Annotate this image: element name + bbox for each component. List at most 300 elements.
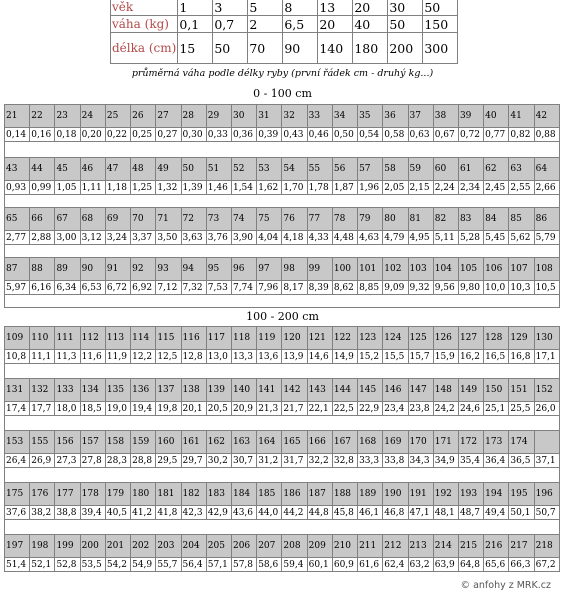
weight-cell: 42,9 <box>206 506 231 520</box>
weight-cell: 5,62 <box>509 231 534 245</box>
length-cell: 143 <box>307 379 332 402</box>
weight-cell: 4,04 <box>257 231 282 245</box>
weight-cell: 6,16 <box>30 281 55 295</box>
length-cell: 24 <box>80 105 105 128</box>
length-cell: 74 <box>231 208 256 231</box>
weight-cell: 0,16 <box>30 128 55 142</box>
weight-cell: 32,2 <box>307 454 332 468</box>
length-row <box>5 431 560 454</box>
length-cell: 179 <box>105 483 130 506</box>
length-cell: 141 <box>257 379 282 402</box>
summary-cell: 30 <box>388 0 423 16</box>
length-cell: 58 <box>383 158 408 181</box>
length-cell: 83 <box>458 208 483 231</box>
weight-cell: 17,4 <box>5 402 30 416</box>
weight-row <box>5 558 560 572</box>
length-cell: 177 <box>55 483 80 506</box>
weight-cell: 0,22 <box>105 128 130 142</box>
length-cell: 33 <box>307 105 332 128</box>
weight-cell: 44,2 <box>282 506 307 520</box>
length-cell: 30 <box>231 105 256 128</box>
weight-cell: 34,9 <box>433 454 458 468</box>
length-cell: 54 <box>282 158 307 181</box>
weight-cell: 30,2 <box>206 454 231 468</box>
weight-cell: 5,45 <box>484 231 509 245</box>
length-cell: 67 <box>55 208 80 231</box>
weight-cell: 62,4 <box>383 558 408 572</box>
length-cell: 36 <box>383 105 408 128</box>
length-cell: 151 <box>509 379 534 402</box>
length-cell: 133 <box>55 379 80 402</box>
weight-cell: 23,4 <box>383 402 408 416</box>
length-cell: 180 <box>131 483 156 506</box>
weight-row <box>5 281 560 295</box>
weight-cell: 3,63 <box>181 231 206 245</box>
length-cell: 53 <box>257 158 282 181</box>
spacer-row <box>5 416 560 431</box>
length-row <box>5 105 560 128</box>
weight-cell: 0,20 <box>80 128 105 142</box>
weight-cell: 65,6 <box>484 558 509 572</box>
length-cell: 165 <box>282 431 307 454</box>
spacer-cell <box>5 416 560 431</box>
length-cell: 87 <box>5 258 30 281</box>
weight-cell: 59,4 <box>282 558 307 572</box>
weight-cell: 0,88 <box>534 128 559 142</box>
length-cell: 132 <box>30 379 55 402</box>
weight-cell: 0,36 <box>231 128 256 142</box>
weight-cell: 8,85 <box>358 281 383 295</box>
weight-cell: 15,2 <box>358 350 383 364</box>
length-cell: 191 <box>408 483 433 506</box>
length-cell: 190 <box>383 483 408 506</box>
weight-cell: 4,63 <box>358 231 383 245</box>
weight-cell: 6,34 <box>55 281 80 295</box>
summary-cell: 8 <box>283 0 318 16</box>
weight-cell: 57,1 <box>206 558 231 572</box>
length-cell: 100 <box>332 258 357 281</box>
summary-row-label: věk <box>111 0 178 16</box>
length-cell: 138 <box>181 379 206 402</box>
length-cell: 48 <box>131 158 156 181</box>
weight-cell: 7,96 <box>257 281 282 295</box>
weight-cell: 4,79 <box>383 231 408 245</box>
length-cell: 162 <box>206 431 231 454</box>
length-cell: 102 <box>383 258 408 281</box>
weight-cell: 11,3 <box>55 350 80 364</box>
length-cell: 66 <box>30 208 55 231</box>
length-cell: 198 <box>30 535 55 558</box>
weight-cell: 28,3 <box>105 454 130 468</box>
weight-cell: 16,2 <box>458 350 483 364</box>
length-row <box>5 258 560 281</box>
length-cell: 150 <box>484 379 509 402</box>
length-cell: 41 <box>509 105 534 128</box>
length-cell: 68 <box>80 208 105 231</box>
length-cell: 26 <box>131 105 156 128</box>
weight-cell: 46,1 <box>358 506 383 520</box>
spacer-cell <box>5 142 560 158</box>
weight-cell: 15,5 <box>383 350 408 364</box>
length-cell: 27 <box>156 105 181 128</box>
weight-cell: 27,3 <box>55 454 80 468</box>
length-cell: 113 <box>105 327 130 350</box>
weight-cell: 36,5 <box>509 454 534 468</box>
length-cell: 215 <box>458 535 483 558</box>
weight-cell: 9,32 <box>408 281 433 295</box>
weight-cell: 0,46 <box>307 128 332 142</box>
length-cell: 31 <box>257 105 282 128</box>
weight-cell: 0,99 <box>30 181 55 195</box>
weight-cell: 13,3 <box>231 350 256 364</box>
length-cell: 130 <box>534 327 559 350</box>
weight-cell: 9,56 <box>433 281 458 295</box>
summary-row <box>111 16 458 33</box>
length-cell: 161 <box>181 431 206 454</box>
weight-cell: 44,0 <box>257 506 282 520</box>
weight-cell: 1,46 <box>206 181 231 195</box>
summary-row-label: délka (cm) <box>111 33 178 64</box>
length-cell: 168 <box>358 431 383 454</box>
length-cell: 97 <box>257 258 282 281</box>
weight-cell: 22,1 <box>307 402 332 416</box>
length-cell: 200 <box>80 535 105 558</box>
weight-cell: 21,7 <box>282 402 307 416</box>
length-cell: 140 <box>231 379 256 402</box>
length-cell: 125 <box>408 327 433 350</box>
weight-cell: 50,7 <box>534 506 559 520</box>
weight-cell: 61,6 <box>358 558 383 572</box>
length-cell: 207 <box>257 535 282 558</box>
length-cell: 214 <box>433 535 458 558</box>
weight-cell: 33,3 <box>358 454 383 468</box>
weight-cell: 0,77 <box>484 128 509 142</box>
length-cell: 129 <box>509 327 534 350</box>
length-cell: 187 <box>307 483 332 506</box>
weight-cell: 37,6 <box>5 506 30 520</box>
length-cell: 90 <box>80 258 105 281</box>
summary-cell: 1 <box>178 0 213 16</box>
weight-cell: 55,7 <box>156 558 181 572</box>
table-caption: průměrná váha podle délky ryby (první řádek cm - druhý kg...) <box>131 68 434 79</box>
length-cell: 85 <box>509 208 534 231</box>
weight-cell: 9,09 <box>383 281 408 295</box>
length-cell: 93 <box>156 258 181 281</box>
length-cell: 114 <box>131 327 156 350</box>
weight-cell: 2,66 <box>534 181 559 195</box>
length-cell: 55 <box>307 158 332 181</box>
weight-cell: 0,54 <box>358 128 383 142</box>
weight-cell: 11,1 <box>30 350 55 364</box>
weight-cell: 47,1 <box>408 506 433 520</box>
length-cell: 106 <box>484 258 509 281</box>
weight-cell: 56,4 <box>181 558 206 572</box>
length-row <box>5 535 560 558</box>
weight-cell: 19,4 <box>131 402 156 416</box>
weight-cell: 0,27 <box>156 128 181 142</box>
length-cell: 65 <box>5 208 30 231</box>
length-cell: 146 <box>383 379 408 402</box>
length-cell: 160 <box>156 431 181 454</box>
length-cell: 216 <box>484 535 509 558</box>
length-cell: 69 <box>105 208 130 231</box>
weight-cell: 2,24 <box>433 181 458 195</box>
weight-cell: 1,70 <box>282 181 307 195</box>
weight-cell: 29,5 <box>156 454 181 468</box>
weight-cell: 16,8 <box>509 350 534 364</box>
summary-cell: 13 <box>318 0 353 16</box>
length-cell: 213 <box>408 535 433 558</box>
weight-cell: 48,7 <box>458 506 483 520</box>
weight-cell: 45,8 <box>332 506 357 520</box>
weight-cell: 12,5 <box>156 350 181 364</box>
weight-cell: 0,43 <box>282 128 307 142</box>
summary-cell: 0,1 <box>178 16 213 33</box>
weight-cell: 28,8 <box>131 454 156 468</box>
length-cell: 134 <box>80 379 105 402</box>
length-cell: 169 <box>383 431 408 454</box>
length-cell: 137 <box>156 379 181 402</box>
weight-cell: 8,17 <box>282 281 307 295</box>
length-cell: 34 <box>332 105 357 128</box>
section-title-100-200: 100 - 200 cm <box>246 310 319 323</box>
weight-cell: 10,3 <box>509 281 534 295</box>
weight-cell: 0,72 <box>458 128 483 142</box>
weight-cell: 58,6 <box>257 558 282 572</box>
length-cell: 181 <box>156 483 181 506</box>
summary-cell: 90 <box>283 33 318 64</box>
length-cell: 80 <box>383 208 408 231</box>
weight-cell: 38,2 <box>30 506 55 520</box>
weight-cell: 2,55 <box>509 181 534 195</box>
length-cell: 144 <box>332 379 357 402</box>
summary-cell: 6,5 <box>283 16 318 33</box>
weight-cell: 3,76 <box>206 231 231 245</box>
length-cell: 196 <box>534 483 559 506</box>
weight-cell: 11,6 <box>80 350 105 364</box>
weight-cell: 50,1 <box>509 506 534 520</box>
summary-cell: 5 <box>248 0 283 16</box>
weight-cell: 0,39 <box>257 128 282 142</box>
length-cell: 109 <box>5 327 30 350</box>
length-cell: 71 <box>156 208 181 231</box>
length-cell: 209 <box>307 535 332 558</box>
weight-cell: 2,34 <box>458 181 483 195</box>
length-cell: 32 <box>282 105 307 128</box>
weight-cell: 3,90 <box>231 231 256 245</box>
weight-cell: 7,74 <box>231 281 256 295</box>
spacer-row <box>5 364 560 379</box>
weight-cell: 36,4 <box>484 454 509 468</box>
length-cell: 153 <box>5 431 30 454</box>
length-cell: 204 <box>181 535 206 558</box>
summary-cell: 50 <box>423 0 458 16</box>
weight-cell: 1,54 <box>231 181 256 195</box>
weight-cell: 18,5 <box>80 402 105 416</box>
weight-cell: 57,8 <box>231 558 256 572</box>
weight-cell: 2,05 <box>383 181 408 195</box>
length-cell: 192 <box>433 483 458 506</box>
length-cell: 185 <box>257 483 282 506</box>
spacer-row <box>5 468 560 483</box>
watermark: © anfohy z MRK.cz <box>460 580 551 591</box>
weight-cell: 20,5 <box>206 402 231 416</box>
weight-cell: 39,4 <box>80 506 105 520</box>
weight-cell: 7,53 <box>206 281 231 295</box>
length-cell: 61 <box>458 158 483 181</box>
weight-cell: 1,87 <box>332 181 357 195</box>
length-cell: 42 <box>534 105 559 128</box>
summary-cell: 300 <box>423 33 458 64</box>
weight-cell: 14,6 <box>307 350 332 364</box>
length-cell: 135 <box>105 379 130 402</box>
length-cell: 203 <box>156 535 181 558</box>
length-cell: 217 <box>509 535 534 558</box>
length-cell: 52 <box>231 158 256 181</box>
length-cell: 108 <box>534 258 559 281</box>
weight-cell: 22,5 <box>332 402 357 416</box>
summary-cell: 15 <box>178 33 213 64</box>
length-cell: 124 <box>383 327 408 350</box>
length-cell: 86 <box>534 208 559 231</box>
summary-cell: 20 <box>318 16 353 33</box>
spacer-cell <box>5 364 560 379</box>
weight-cell: 6,53 <box>80 281 105 295</box>
weight-cell: 63,9 <box>433 558 458 572</box>
weight-cell: 12,2 <box>131 350 156 364</box>
length-cell: 101 <box>358 258 383 281</box>
weight-table-100-200 <box>4 326 560 572</box>
weight-cell: 4,95 <box>408 231 433 245</box>
weight-cell: 34,3 <box>408 454 433 468</box>
length-cell: 163 <box>231 431 256 454</box>
summary-cell: 2 <box>248 16 283 33</box>
length-cell: 166 <box>307 431 332 454</box>
weight-cell: 17,7 <box>30 402 55 416</box>
weight-cell: 3,12 <box>80 231 105 245</box>
length-cell: 173 <box>484 431 509 454</box>
weight-cell: 23,8 <box>408 402 433 416</box>
length-cell: 195 <box>509 483 534 506</box>
summary-cell: 0,7 <box>213 16 248 33</box>
length-cell: 201 <box>105 535 130 558</box>
length-cell: 147 <box>408 379 433 402</box>
length-cell: 170 <box>408 431 433 454</box>
length-cell: 59 <box>408 158 433 181</box>
length-cell: 35 <box>358 105 383 128</box>
length-cell: 197 <box>5 535 30 558</box>
weight-cell: 0,67 <box>433 128 458 142</box>
length-cell: 158 <box>105 431 130 454</box>
length-cell: 112 <box>80 327 105 350</box>
weight-cell: 40,5 <box>105 506 130 520</box>
weight-cell: 14,9 <box>332 350 357 364</box>
weight-cell: 4,33 <box>307 231 332 245</box>
weight-cell: 42,3 <box>181 506 206 520</box>
length-cell: 104 <box>433 258 458 281</box>
length-cell: 111 <box>55 327 80 350</box>
length-row <box>5 483 560 506</box>
weight-cell: 10,8 <box>5 350 30 364</box>
weight-cell: 48,1 <box>433 506 458 520</box>
length-cell: 205 <box>206 535 231 558</box>
length-cell: 98 <box>282 258 307 281</box>
length-cell: 115 <box>156 327 181 350</box>
weight-cell: 18,0 <box>55 402 80 416</box>
length-cell: 157 <box>80 431 105 454</box>
length-cell: 208 <box>282 535 307 558</box>
length-cell: 25 <box>105 105 130 128</box>
length-cell: 211 <box>358 535 383 558</box>
weight-row <box>5 181 560 195</box>
weight-cell: 17,1 <box>534 350 559 364</box>
length-cell: 155 <box>30 431 55 454</box>
weight-cell: 24,2 <box>433 402 458 416</box>
weight-cell: 2,77 <box>5 231 30 245</box>
length-cell: 72 <box>181 208 206 231</box>
length-cell: 94 <box>181 258 206 281</box>
length-cell: 46 <box>80 158 105 181</box>
length-cell: 119 <box>257 327 282 350</box>
summary-cell: 50 <box>388 16 423 33</box>
weight-cell: 16,5 <box>484 350 509 364</box>
length-cell: 148 <box>433 379 458 402</box>
length-cell: 50 <box>181 158 206 181</box>
weight-cell: 13,9 <box>282 350 307 364</box>
weight-cell: 22,9 <box>358 402 383 416</box>
weight-cell: 0,14 <box>5 128 30 142</box>
length-cell: 149 <box>458 379 483 402</box>
weight-cell: 15,9 <box>433 350 458 364</box>
spacer-row <box>5 245 560 258</box>
weight-cell: 46,8 <box>383 506 408 520</box>
weight-cell: 2,45 <box>484 181 509 195</box>
length-cell: 167 <box>332 431 357 454</box>
length-cell: 82 <box>433 208 458 231</box>
weight-cell: 2,15 <box>408 181 433 195</box>
length-cell: 39 <box>458 105 483 128</box>
length-cell: 63 <box>509 158 534 181</box>
length-cell: 57 <box>358 158 383 181</box>
weight-cell: 0,50 <box>332 128 357 142</box>
weight-cell: 2,88 <box>30 231 55 245</box>
length-cell: 49 <box>156 158 181 181</box>
weight-cell: 25,1 <box>484 402 509 416</box>
weight-cell: 1,25 <box>131 181 156 195</box>
length-cell: 56 <box>332 158 357 181</box>
length-cell: 22 <box>30 105 55 128</box>
weight-row <box>5 128 560 142</box>
length-cell: 47 <box>105 158 130 181</box>
weight-table-0-100 <box>4 104 560 308</box>
length-cell: 202 <box>131 535 156 558</box>
weight-cell: 1,05 <box>55 181 80 195</box>
length-cell: 45 <box>55 158 80 181</box>
weight-cell: 6,72 <box>105 281 130 295</box>
weight-cell: 9,80 <box>458 281 483 295</box>
weight-cell: 3,50 <box>156 231 181 245</box>
spacer-row <box>5 295 560 308</box>
weight-cell: 0,18 <box>55 128 80 142</box>
length-cell: 210 <box>332 535 357 558</box>
length-cell: 75 <box>257 208 282 231</box>
weight-cell: 27,8 <box>80 454 105 468</box>
length-cell: 70 <box>131 208 156 231</box>
length-cell: 89 <box>55 258 80 281</box>
weight-cell: 52,8 <box>55 558 80 572</box>
weight-cell: 15,7 <box>408 350 433 364</box>
weight-cell: 6,92 <box>131 281 156 295</box>
